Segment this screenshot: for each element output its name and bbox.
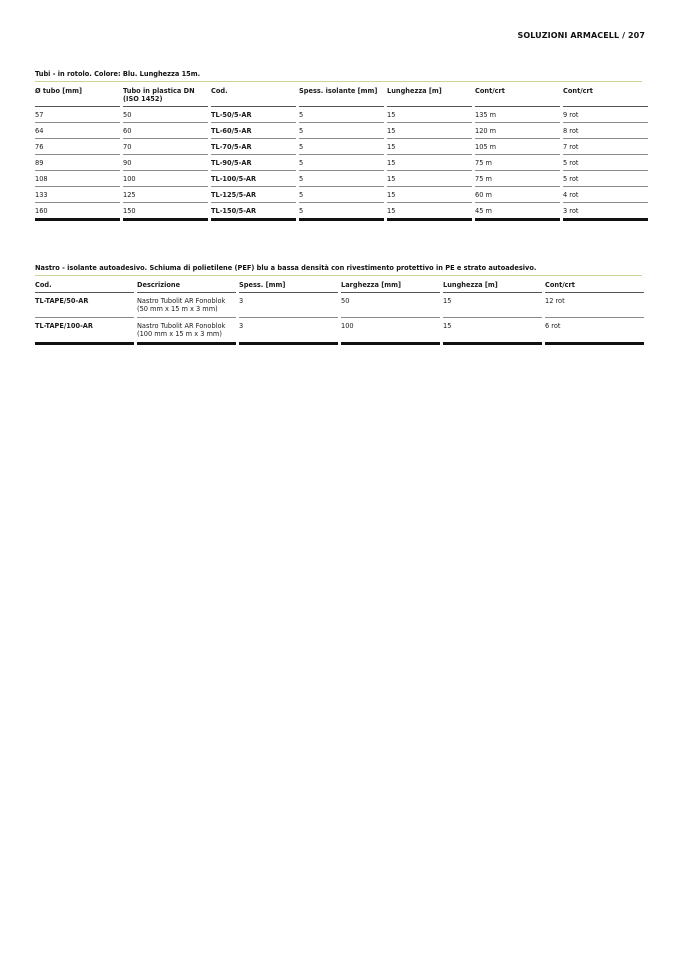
cell-code: TL-125/5-AR — [211, 187, 296, 203]
cell: 135 m — [475, 107, 560, 123]
page-header: SOLUZIONI ARMACELL / 207 — [517, 31, 645, 40]
cell: 90 — [123, 155, 208, 171]
cell: 50 — [123, 107, 208, 123]
col-header-thickness: Spess. isolante [mm] — [299, 85, 384, 107]
cell: 5 — [299, 203, 384, 221]
cell: 57 — [35, 107, 120, 123]
cell: 89 — [35, 155, 120, 171]
cell-code: TL-60/5-AR — [211, 123, 296, 139]
col-header-width: Larghezza [mm] — [341, 279, 440, 293]
cell: 105 m — [475, 139, 560, 155]
cell-code: TL-70/5-AR — [211, 139, 296, 155]
col-header-cont-crt-rot: Cont/crt — [563, 85, 648, 107]
cell: 4 rot — [563, 187, 648, 203]
cell: 5 rot — [563, 155, 648, 171]
cell: 75 m — [475, 155, 560, 171]
cell: 3 — [239, 293, 338, 318]
table-header-row — [35, 279, 644, 293]
cell: 5 — [299, 123, 384, 139]
col-header-length: Lunghezza [m] — [443, 279, 542, 293]
cell: 100 — [341, 318, 440, 345]
col-header-diameter: Ø tubo [mm] — [35, 85, 120, 107]
table-row — [35, 123, 648, 139]
cell: 15 — [387, 187, 472, 203]
cell: 70 — [123, 139, 208, 155]
cell-code: TL-100/5-AR — [211, 171, 296, 187]
pipes-caption: Tubi - in rotolo. Colore: Blu. Lunghezza 15m. — [35, 70, 201, 78]
table-row — [35, 203, 648, 221]
cell: 15 — [387, 123, 472, 139]
col-header-cont-crt-m: Cont/crt — [475, 85, 560, 107]
caption-divider — [35, 81, 642, 82]
cell: 5 — [299, 187, 384, 203]
col-header-thickness: Spess. [mm] — [239, 279, 338, 293]
cell: 12 rot — [545, 293, 644, 318]
col-header-description: Descrizione — [137, 279, 236, 293]
cell-description: Nastro Tubolit AR Fonoblok (100 mm x 15 m x 3 mm) — [137, 318, 236, 345]
cell: 15 — [387, 155, 472, 171]
col-header-code: Cod. — [35, 279, 134, 293]
cell: 6 rot — [545, 318, 644, 345]
pipes-section — [35, 70, 642, 221]
cell: 15 — [387, 139, 472, 155]
tape-section — [35, 264, 642, 345]
tape-table — [32, 279, 647, 345]
cell: 15 — [443, 318, 542, 345]
cell: 15 — [443, 293, 542, 318]
cell: 15 — [387, 107, 472, 123]
caption-divider — [35, 275, 642, 276]
table-row — [35, 171, 648, 187]
table-row — [35, 187, 648, 203]
cell: 5 — [299, 139, 384, 155]
cell: 5 rot — [563, 171, 648, 187]
cell: 108 — [35, 171, 120, 187]
cell: 8 rot — [563, 123, 648, 139]
cell: 120 m — [475, 123, 560, 139]
cell: 125 — [123, 187, 208, 203]
cell-description: Nastro Tubolit AR Fonoblok (50 mm x 15 m x 3 mm) — [137, 293, 236, 318]
table-row — [35, 139, 648, 155]
table-row — [35, 318, 644, 345]
cell: 7 rot — [563, 139, 648, 155]
col-header-length: Lunghezza [m] — [387, 85, 472, 107]
cell: 75 m — [475, 171, 560, 187]
table-row — [35, 293, 644, 318]
table-header-row — [35, 85, 648, 107]
cell-code: TL-150/5-AR — [211, 203, 296, 221]
cell: 60 — [123, 123, 208, 139]
cell: 5 — [299, 155, 384, 171]
pipes-table — [32, 85, 651, 221]
cell: 133 — [35, 187, 120, 203]
table-row — [35, 107, 648, 123]
cell-code: TL-50/5-AR — [211, 107, 296, 123]
cell-code: TL-TAPE/50-AR — [35, 293, 134, 318]
cell: 15 — [387, 171, 472, 187]
cell: 3 rot — [563, 203, 648, 221]
cell: 5 — [299, 171, 384, 187]
table-row — [35, 155, 648, 171]
col-header-plastic-dn: Tubo in plastica DN (ISO 1452) — [123, 85, 208, 107]
cell: 150 — [123, 203, 208, 221]
cell: 100 — [123, 171, 208, 187]
cell: 60 m — [475, 187, 560, 203]
cell: 76 — [35, 139, 120, 155]
cell: 50 — [341, 293, 440, 318]
cell: 9 rot — [563, 107, 648, 123]
cell: 160 — [35, 203, 120, 221]
cell-code: TL-90/5-AR — [211, 155, 296, 171]
cell: 5 — [299, 107, 384, 123]
tape-caption: Nastro - isolante autoadesivo. Schiuma di polietilene (PEF) blu a bassa densità con rivestimento protettivo in PE e strato autoadesivo. — [35, 264, 537, 272]
cell: 45 m — [475, 203, 560, 221]
cell-code: TL-TAPE/100-AR — [35, 318, 134, 345]
cell: 3 — [239, 318, 338, 345]
cell: 64 — [35, 123, 120, 139]
col-header-code: Cod. — [211, 85, 296, 107]
col-header-cont-crt: Cont/crt — [545, 279, 644, 293]
cell: 15 — [387, 203, 472, 221]
